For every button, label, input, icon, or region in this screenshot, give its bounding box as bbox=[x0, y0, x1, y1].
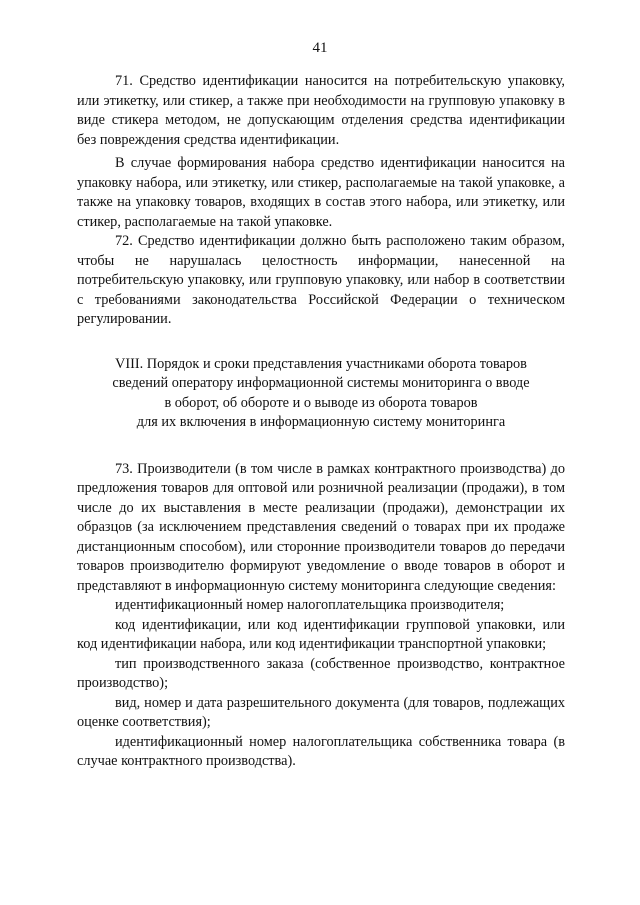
page-number: 41 bbox=[312, 40, 328, 56]
section-heading bbox=[77, 355, 565, 433]
section-heading-line: для их включения в информационную систему мониторинга bbox=[136, 414, 506, 430]
paragraph-72: 72. Средство идентификации должно быть расположено таким образом, чтобы не нарушалась целостность информации, нанесенной на потребительскую упаковку, или групповую упаковку, или набор в соответствии с требованиями законодательства Российской Федерации о техническом регулировании. bbox=[77, 233, 565, 327]
list-item-order-type: тип производственного заказа (собственное производство, контрактное производство); bbox=[77, 655, 565, 691]
list-item-identification-code: код идентификации, или код идентификации групповой упаковки, или код идентификации набора, или код идентификации транспортной упаковки; bbox=[77, 616, 565, 652]
document-body bbox=[77, 72, 565, 772]
section-heading-line: в оборот, об обороте и о выводе из оборота товаров bbox=[164, 394, 478, 411]
paragraph-71: 71. Средство идентификации наносится на потребительскую упаковку, или этикетку, или стикер, а также при необходимости на групповую упаковку в виде стикера методом, не допускающим отделения средства идентификации без повреждения средства идентификации. bbox=[77, 73, 565, 148]
list-item-permit-document: вид, номер и дата разрешительного документа (для товаров, подлежащих оценке соответствия); bbox=[77, 694, 565, 730]
list-item-inn-owner: идентификационный номер налогоплательщика собственника товара (в случае контрактного производства). bbox=[77, 733, 565, 769]
list-item-inn-producer: идентификационный номер налогоплательщика производителя; bbox=[115, 597, 505, 613]
paragraph-71-set: В случае формирования набора средство идентификации наносится на упаковку набора, или этикетку, или стикер, располагаемые на такой упаковке, а также на упаковку товаров, входящих в состав этого набора, или этикетку, или стикер, располагаемые на такой упаковке. bbox=[77, 155, 565, 230]
paragraph-73: 73. Производители (в том числе в рамках контрактного производства) до предложения товаров для оптовой или розничной реализации (продажи), в том числе до их выставления в месте реализации (продажи), демонстрации их образцов (за исключением представления сведений о товарах при их продаже дистанционным способом), или сторонние производители товаров до передачи товаров производителю формируют уведомление о вводе товаров в оборот и представляют в информационную систему мониторинга следующие сведения: bbox=[77, 460, 565, 594]
section-heading-line: VIII. Порядок и сроки представления участниками оборота товаров bbox=[115, 355, 527, 372]
section-heading-line: сведений оператору информационной системы мониторинга о вводе bbox=[112, 375, 530, 391]
